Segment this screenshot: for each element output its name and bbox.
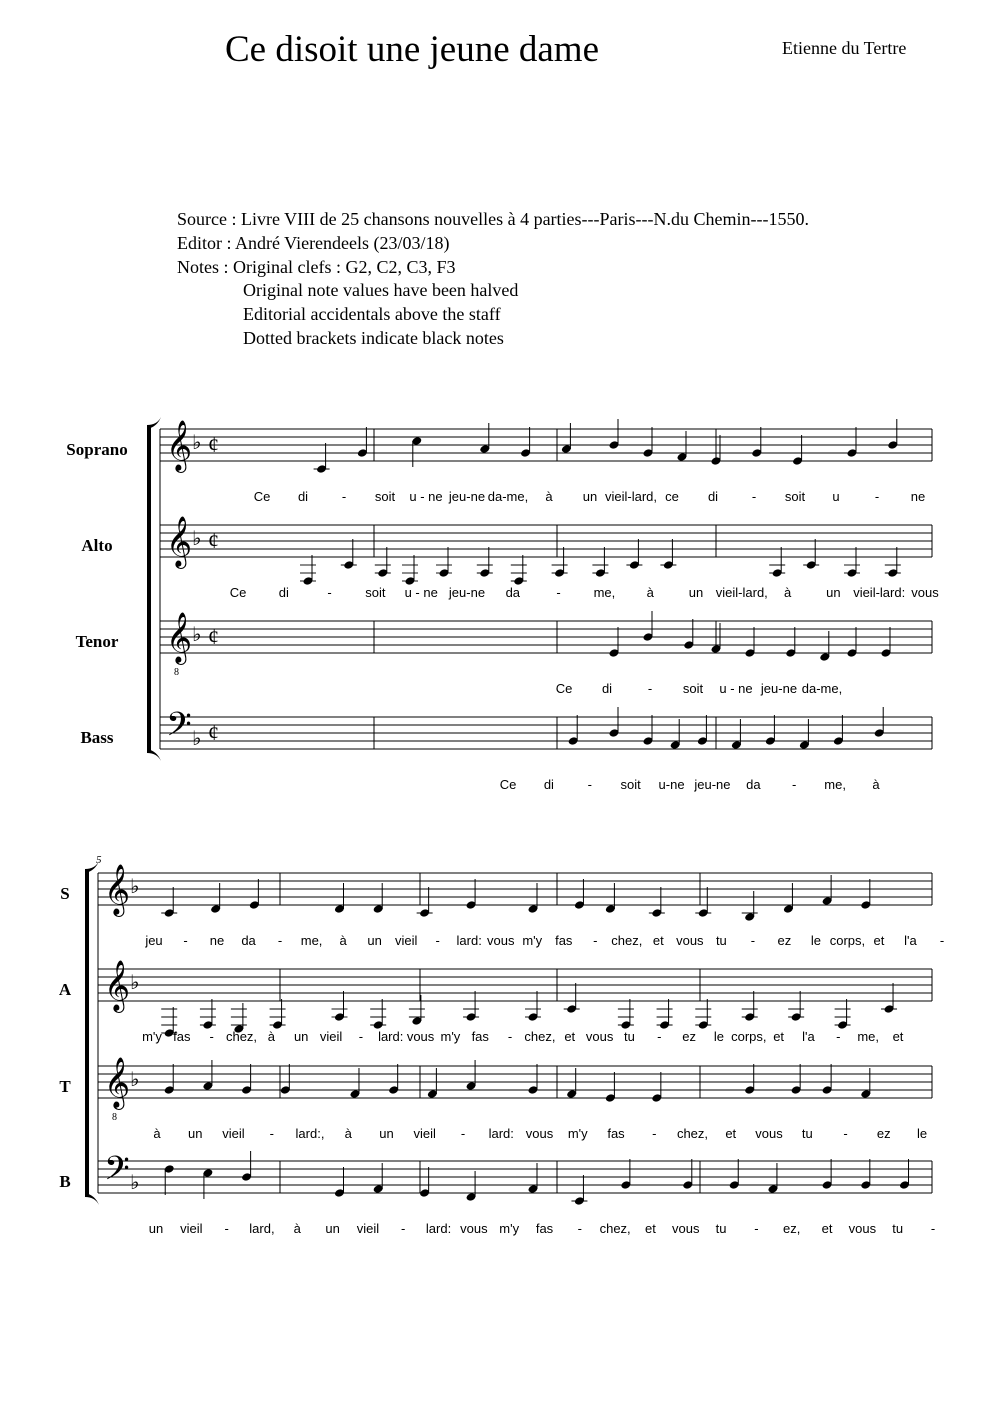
staff-t bbox=[59, 1057, 932, 1141]
flat-key-icon: ♭ bbox=[192, 726, 202, 750]
lyric-syllable: tu bbox=[624, 1029, 635, 1044]
lyric-syllable: - bbox=[930, 1221, 936, 1236]
treble-clef-icon: 𝄞 bbox=[166, 420, 193, 472]
flat-key-icon: ♭ bbox=[130, 970, 140, 994]
lyric-syllable: - bbox=[269, 1126, 274, 1141]
lyric-syllable: me, bbox=[824, 777, 846, 792]
lyric-syllable: tu bbox=[715, 1221, 727, 1236]
notes-line: Notes : Original clefs : G2, C2, C3, F3 bbox=[177, 256, 456, 277]
lyric-syllable: - bbox=[647, 681, 653, 696]
note-values-line: Original note values have been halved bbox=[243, 280, 519, 301]
part-name: Soprano bbox=[66, 440, 128, 459]
treble-clef-icon: 𝄞 bbox=[104, 864, 131, 916]
lyric-syllable: et bbox=[892, 1029, 904, 1044]
lyric-syllable: di bbox=[278, 585, 289, 600]
lyric-syllable: u-ne bbox=[658, 777, 685, 792]
lyric-syllable: vous bbox=[911, 585, 939, 600]
lyric-syllable: da-me, bbox=[487, 489, 529, 504]
lyric-syllable: un bbox=[188, 1126, 203, 1141]
lyric-syllable: à bbox=[293, 1221, 301, 1236]
lyric-syllable: soit bbox=[682, 681, 704, 696]
source-line: Source : Livre VIII de 25 chansons nouvelles à 4 parties---Paris---N.du Chemin---1550. bbox=[177, 209, 809, 229]
part-name: B bbox=[59, 1172, 71, 1191]
part-name: T bbox=[59, 1077, 71, 1096]
lyric-syllable: vous bbox=[755, 1126, 783, 1141]
cut-time-icon: ¢ bbox=[208, 528, 219, 553]
lyric-syllable: di bbox=[297, 489, 309, 504]
lyric-syllable: ez bbox=[876, 1126, 891, 1141]
lyric-syllable: jeu bbox=[145, 933, 163, 948]
lyric-syllable: vous bbox=[486, 933, 515, 948]
lyric-syllable: lard: bbox=[425, 1221, 452, 1236]
lyric-syllable: - bbox=[754, 1221, 759, 1236]
lyric-syllable: fas bbox=[607, 1126, 625, 1141]
lyric-syllable: lard: bbox=[488, 1126, 514, 1141]
staff-a bbox=[59, 960, 932, 1044]
lyric-syllable: tu bbox=[715, 933, 727, 948]
flat-key-icon: ♭ bbox=[130, 874, 140, 898]
lyric-syllable: ne bbox=[910, 489, 926, 504]
lyric-syllable: ce bbox=[665, 489, 679, 504]
lyric-syllable: le bbox=[916, 1126, 928, 1141]
lyric-syllable: vous bbox=[672, 1221, 700, 1236]
lyric-syllable: jeu-ne bbox=[448, 585, 486, 600]
lyric-syllable: lard: bbox=[378, 1029, 404, 1044]
lyric-syllable: vous bbox=[848, 1221, 877, 1236]
lyric-syllable: corps, bbox=[829, 933, 866, 948]
lyric-syllable: - bbox=[874, 489, 880, 504]
lyric-syllable: ez bbox=[777, 933, 792, 948]
lyric-syllable: un bbox=[148, 1221, 164, 1236]
lyric-syllable: vieil bbox=[356, 1221, 380, 1236]
lyric-syllable: - bbox=[750, 933, 756, 948]
lyric-syllable: à bbox=[545, 489, 553, 504]
score-systems bbox=[59, 417, 944, 1236]
lyric-syllable: ez bbox=[682, 1029, 696, 1044]
lyric-syllable: à bbox=[344, 1126, 352, 1141]
lyric-syllable: vous bbox=[525, 1126, 554, 1141]
lyric-syllable: à bbox=[872, 777, 880, 792]
staff-alto bbox=[81, 516, 939, 600]
lyric-syllable: à bbox=[339, 933, 347, 948]
lyric-syllable: u - ne bbox=[404, 585, 438, 600]
lyric-syllable: - bbox=[751, 489, 757, 504]
accidentals-line: Editorial accidentals above the staff bbox=[243, 304, 501, 325]
bracket-bottom-hook bbox=[147, 749, 161, 761]
lyric-syllable: fas bbox=[535, 1221, 554, 1236]
lyric-syllable: me, bbox=[593, 585, 616, 600]
treble-clef-icon: 𝄞 bbox=[166, 612, 193, 664]
lyric-syllable: ne bbox=[209, 933, 225, 948]
lyric-syllable: - bbox=[792, 777, 797, 792]
lyric-syllable: lard: bbox=[456, 933, 482, 948]
lyric-syllable: da bbox=[505, 585, 521, 600]
lyric-syllable: vieil bbox=[413, 1126, 436, 1141]
lyric-syllable: fas bbox=[555, 933, 573, 948]
lyric-syllable: un bbox=[367, 933, 382, 948]
staff-soprano bbox=[66, 419, 932, 504]
lyric-syllable: vous bbox=[406, 1029, 435, 1044]
lyric-syllable: fas bbox=[173, 1029, 191, 1044]
lyric-syllable: - bbox=[507, 1029, 513, 1044]
lyric-syllable: - bbox=[224, 1221, 229, 1236]
system-1 bbox=[66, 417, 939, 792]
lyric-syllable: un bbox=[688, 585, 704, 600]
lyric-syllable: tu bbox=[801, 1126, 813, 1141]
treble-clef-icon: 𝄞 bbox=[104, 1057, 131, 1109]
flat-key-icon: ♭ bbox=[192, 622, 202, 646]
lyric-syllable: u - ne bbox=[409, 489, 443, 504]
lyric-syllable: vieil-lard: bbox=[853, 585, 906, 600]
lyric-syllable: - bbox=[587, 777, 592, 792]
lyric-syllable: soit bbox=[620, 777, 641, 792]
lyric-syllable: fas bbox=[471, 1029, 489, 1044]
lyric-syllable: vous bbox=[676, 933, 704, 948]
lyric-syllable: vous bbox=[585, 1029, 614, 1044]
lyric-syllable: ez, bbox=[783, 1221, 801, 1236]
flat-key-icon: ♭ bbox=[192, 430, 202, 454]
lyric-syllable: et bbox=[564, 1029, 576, 1044]
lyric-syllable: - bbox=[435, 933, 440, 948]
lyric-syllable: soit bbox=[374, 489, 396, 504]
lyric-syllable: m'y bbox=[499, 1221, 520, 1236]
lyric-syllable: chez, bbox=[611, 933, 643, 948]
lyric-syllable: da bbox=[241, 933, 256, 948]
lyric-syllable: da-me, bbox=[801, 681, 843, 696]
editor-line: Editor : André Vierendeels (23/03/18) bbox=[177, 232, 450, 253]
lyric-syllable: - bbox=[657, 1029, 662, 1044]
lyric-syllable: un bbox=[379, 1126, 394, 1141]
bracket-bottom-hook bbox=[85, 1193, 99, 1205]
lyric-syllable: m'y bbox=[522, 933, 543, 948]
lyric-syllable: - bbox=[401, 1221, 406, 1236]
lyric-syllable: m'y bbox=[142, 1029, 162, 1044]
lyric-syllable: Ce bbox=[229, 585, 247, 600]
lyric-syllable: un bbox=[325, 1221, 340, 1236]
lyric-syllable: vieil-lard, bbox=[604, 489, 658, 504]
lyric-syllable: vieil bbox=[180, 1221, 203, 1236]
lyric-syllable: vous bbox=[460, 1221, 488, 1236]
staff-b bbox=[59, 1150, 935, 1236]
staff-tenor bbox=[76, 611, 932, 696]
lyric-syllable: - bbox=[358, 1029, 364, 1044]
lyric-syllable: à bbox=[646, 585, 654, 600]
lyric-syllable: et bbox=[821, 1221, 833, 1236]
lyric-syllable: Ce bbox=[555, 681, 573, 696]
flat-key-icon: ♭ bbox=[192, 526, 202, 550]
octave-mark: 8 bbox=[174, 667, 179, 678]
cut-time-icon: ¢ bbox=[208, 624, 219, 649]
system-bracket bbox=[85, 869, 89, 1197]
lyric-syllable: jeu-ne bbox=[694, 777, 731, 792]
lyric-syllable: - bbox=[209, 1029, 214, 1044]
part-name: A bbox=[58, 980, 72, 999]
lyric-syllable: u - ne bbox=[719, 681, 753, 696]
lyric-syllable: - bbox=[460, 1126, 466, 1141]
lyric-syllable: me, bbox=[857, 1029, 879, 1044]
lyric-syllable: - bbox=[577, 1221, 582, 1236]
lyric-syllable: - bbox=[593, 933, 598, 948]
lyric-syllable: - bbox=[327, 585, 332, 600]
measure-number: 5 bbox=[96, 854, 102, 866]
treble-clef-icon: 𝄞 bbox=[166, 516, 193, 568]
lyric-syllable: un bbox=[293, 1029, 309, 1044]
bass-clef-icon: 𝄢 bbox=[104, 1149, 130, 1196]
brackets-line: Dotted brackets indicate black notes bbox=[243, 327, 504, 348]
lyric-syllable: le bbox=[713, 1029, 725, 1044]
lyric-syllable: corps, bbox=[731, 1029, 767, 1044]
octave-mark: 8 bbox=[112, 1112, 117, 1123]
lyric-syllable: chez, bbox=[225, 1029, 258, 1044]
lyric-syllable: soit bbox=[784, 489, 806, 504]
lyric-syllable: l'a bbox=[802, 1029, 815, 1044]
lyric-syllable: et bbox=[873, 933, 885, 948]
lyric-syllable: un bbox=[826, 585, 841, 600]
lyric-syllable: et bbox=[773, 1029, 785, 1044]
part-name: Alto bbox=[81, 536, 113, 555]
lyric-syllable: di bbox=[707, 489, 719, 504]
lyric-syllable: jeu-ne bbox=[760, 681, 798, 696]
lyric-syllable: tu bbox=[892, 1221, 904, 1236]
lyric-syllable: le bbox=[810, 933, 821, 948]
lyric-syllable: à bbox=[153, 1126, 161, 1141]
lyric-syllable: et bbox=[725, 1126, 737, 1141]
bracket-top-hook bbox=[147, 417, 161, 429]
part-name: Bass bbox=[80, 728, 114, 747]
part-name: Tenor bbox=[75, 632, 119, 651]
lyric-syllable: - bbox=[652, 1126, 657, 1141]
lyric-syllable: lard, bbox=[249, 1221, 275, 1236]
lyric-syllable: m'y bbox=[440, 1029, 461, 1044]
lyric-syllable: lard:, bbox=[295, 1126, 325, 1141]
cut-time-icon: ¢ bbox=[208, 720, 219, 745]
lyric-syllable: di bbox=[601, 681, 613, 696]
lyric-syllable: - bbox=[277, 933, 283, 948]
lyric-syllable: Ce bbox=[253, 489, 271, 504]
staff-s bbox=[60, 864, 944, 948]
lyric-syllable: - bbox=[341, 489, 347, 504]
lyric-syllable: chez, bbox=[599, 1221, 631, 1236]
lyric-syllable: et bbox=[645, 1221, 656, 1236]
composer-name: Etienne du Tertre bbox=[782, 38, 907, 58]
piece-title: Ce disoit une jeune dame bbox=[224, 29, 599, 70]
lyric-syllable: me, bbox=[300, 933, 323, 948]
lyric-syllable: - bbox=[183, 933, 188, 948]
lyric-syllable: di bbox=[543, 777, 554, 792]
lyric-syllable: jeu-ne bbox=[448, 489, 486, 504]
bass-clef-icon: 𝄢 bbox=[166, 705, 192, 752]
lyric-syllable: Ce bbox=[499, 777, 517, 792]
lyric-syllable: à bbox=[267, 1029, 275, 1044]
lyric-syllable: l'a bbox=[904, 933, 917, 948]
lyric-syllable: - bbox=[836, 1029, 841, 1044]
lyric-syllable: et bbox=[652, 933, 664, 948]
cut-time-icon: ¢ bbox=[208, 432, 219, 457]
lyric-syllable: da bbox=[746, 777, 761, 792]
lyric-syllable: chez, bbox=[524, 1029, 556, 1044]
part-name: S bbox=[60, 884, 70, 903]
lyric-syllable: vieil bbox=[222, 1126, 245, 1141]
lyric-syllable: - bbox=[939, 933, 945, 948]
flat-key-icon: ♭ bbox=[130, 1067, 140, 1091]
system-bracket bbox=[147, 425, 151, 753]
lyric-syllable: à bbox=[783, 585, 792, 600]
lyric-syllable: un bbox=[582, 489, 598, 504]
lyric-syllable: vieil bbox=[319, 1029, 343, 1044]
staff-bass bbox=[80, 706, 932, 792]
lyric-syllable: chez, bbox=[676, 1126, 709, 1141]
lyric-syllable: vieil bbox=[394, 933, 418, 948]
flat-key-icon: ♭ bbox=[130, 1170, 140, 1194]
lyric-syllable: vieil-lard, bbox=[715, 585, 768, 600]
lyric-syllable: - bbox=[843, 1126, 848, 1141]
lyric-syllable: u bbox=[832, 489, 840, 504]
system-2 bbox=[59, 854, 944, 1236]
lyric-syllable: - bbox=[556, 585, 561, 600]
lyric-syllable: m'y bbox=[567, 1126, 588, 1141]
treble-clef-icon: 𝄞 bbox=[104, 960, 131, 1012]
lyric-syllable: soit bbox=[365, 585, 386, 600]
